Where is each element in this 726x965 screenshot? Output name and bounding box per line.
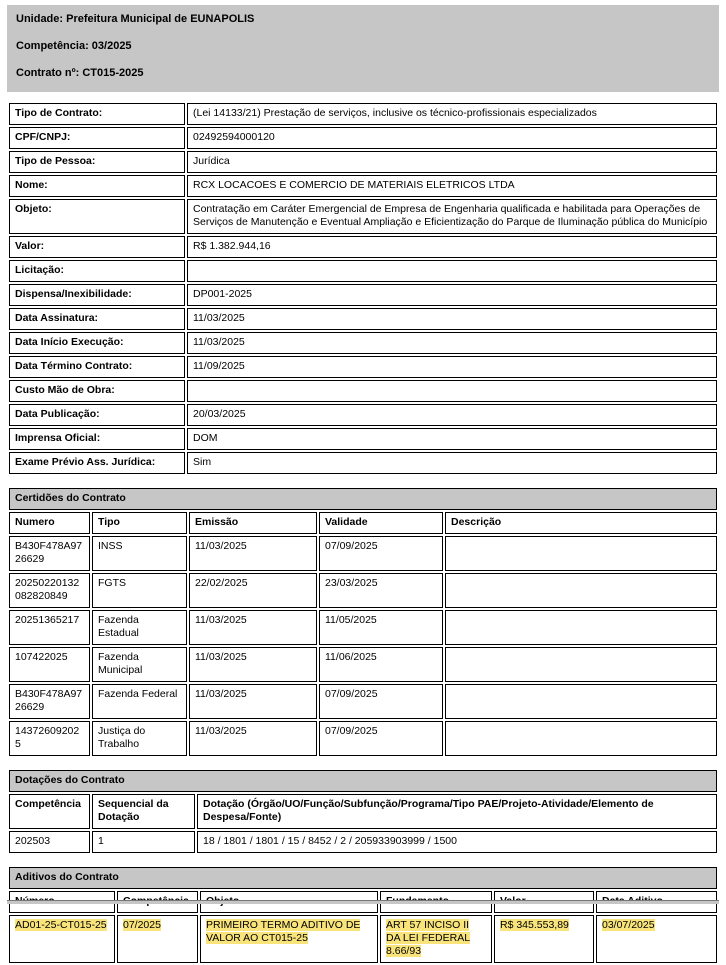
column-header: Sequencial da Dotação (92, 794, 195, 829)
cell-competencia (117, 915, 198, 963)
field-value: 20/03/2025 (187, 404, 717, 426)
cell-descricao (445, 721, 717, 756)
table-row (9, 536, 717, 571)
field-value: Sim (187, 452, 717, 474)
column-header: Dotação (Órgão/UO/Função/Subfunção/Programa/Tipo PAE/Projeto-Atividade/Elemento de Despesa/Fonte) (197, 794, 717, 829)
cell-descricao (445, 610, 717, 645)
cell-tipo: FGTS (92, 573, 187, 608)
highlighted-text: 03/07/2025 (602, 919, 655, 931)
cell-tipo: Fazenda Estadual (92, 610, 187, 645)
cell-numero: 20251365217 (9, 610, 90, 645)
table-row (9, 127, 717, 149)
field-value: 11/09/2025 (187, 356, 717, 378)
cell-emissao: 11/03/2025 (189, 647, 317, 682)
cell-validade: 07/09/2025 (319, 721, 443, 756)
field-label: Custo Mão de Obra: (9, 380, 185, 402)
report-header (7, 5, 719, 92)
table-header-row (9, 794, 717, 829)
table-row (9, 199, 717, 234)
field-value: 11/03/2025 (187, 332, 717, 354)
certidoes-section-title: Certidões do Contrato (9, 488, 717, 510)
field-label: Objeto: (9, 199, 185, 234)
table-row (9, 356, 717, 378)
aditivos-table (7, 865, 719, 965)
column-header: Competência (9, 794, 90, 829)
table-row (9, 175, 717, 197)
cell-descricao (445, 573, 717, 608)
cell-validade: 11/06/2025 (319, 647, 443, 682)
highlighted-text: PRIMEIRO TERMO ADITIVO DE VALOR AO CT015-25 (206, 919, 361, 944)
cell-valor (494, 915, 594, 963)
column-header: Descrição (445, 512, 717, 534)
field-value: 02492594000120 (187, 127, 717, 149)
field-label: Valor: (9, 236, 185, 258)
field-label: CPF/CNPJ: (9, 127, 185, 149)
column-header: Numero (9, 512, 90, 534)
cell-emissao: 11/03/2025 (189, 610, 317, 645)
cell-numero: B430F478A9726629 (9, 536, 90, 571)
highlighted-text: ART 57 INCISO II DA LEI FEDERAL 8.66/93 (386, 919, 471, 957)
field-label: Imprensa Oficial: (9, 428, 185, 450)
cell-tipo: INSS (92, 536, 187, 571)
table-row (9, 260, 717, 282)
table-row (9, 103, 717, 125)
cell-validade: 07/09/2025 (319, 684, 443, 719)
cell-tipo: Fazenda Municipal (92, 647, 187, 682)
table-row (9, 831, 717, 853)
table-row (9, 308, 717, 330)
field-label: Licitação: (9, 260, 185, 282)
certidoes-table (7, 486, 719, 758)
unidade-line: Unidade: Prefeitura Municipal de EUNAPOLIS (16, 13, 255, 25)
field-label: Data Publicação: (9, 404, 185, 426)
table-row (9, 151, 717, 173)
field-value: DP001-2025 (187, 284, 717, 306)
field-value: 11/03/2025 (187, 308, 717, 330)
table-row (9, 284, 717, 306)
table-row (9, 770, 717, 792)
cell-data-aditivo (596, 915, 717, 963)
table-row (9, 684, 717, 719)
column-header: Validade (319, 512, 443, 534)
table-row (9, 573, 717, 608)
contrato-line: Contrato nº: CT015-2025 (16, 67, 144, 79)
table-row (9, 236, 717, 258)
field-value: RCX LOCACOES E COMERCIO DE MATERIAIS ELETRICOS LTDA (187, 175, 717, 197)
cell-competencia: 202503 (9, 831, 90, 853)
cell-emissao: 11/03/2025 (189, 684, 317, 719)
competencia-line: Competência: 03/2025 (16, 40, 132, 52)
cell-numero: B430F478A9726629 (9, 684, 90, 719)
table-row (9, 380, 717, 402)
cell-validade: 11/05/2025 (319, 610, 443, 645)
cell-emissao: 22/02/2025 (189, 573, 317, 608)
cell-descricao (445, 647, 717, 682)
cell-emissao: 11/03/2025 (189, 536, 317, 571)
table-header-row (9, 512, 717, 534)
field-value: (Lei 14133/21) Prestação de serviços, inclusive os técnico-profissionais especializados (187, 103, 717, 125)
cell-numero: 20250220132082820849 (9, 573, 90, 608)
table-row (9, 721, 717, 756)
table-row (9, 332, 717, 354)
field-label: Data Início Execução: (9, 332, 185, 354)
cell-validade: 23/03/2025 (319, 573, 443, 608)
field-label: Tipo de Contrato: (9, 103, 185, 125)
cell-numero: 143726092025 (9, 721, 90, 756)
highlighted-text: R$ 345.553,89 (500, 919, 569, 931)
table-row (9, 452, 717, 474)
table-row (9, 647, 717, 682)
field-value: Jurídica (187, 151, 717, 173)
cell-validade: 07/09/2025 (319, 536, 443, 571)
aditivos-section-title: Aditivos do Contrato (9, 867, 717, 889)
column-header: Emissão (189, 512, 317, 534)
field-value: DOM (187, 428, 717, 450)
cell-descricao (445, 684, 717, 719)
field-label: Tipo de Pessoa: (9, 151, 185, 173)
cell-tipo: Justiça do Trabalho (92, 721, 187, 756)
highlighted-text: AD01-25-CT015-25 (15, 919, 107, 931)
cell-numero (9, 915, 115, 963)
field-label: Data Término Contrato: (9, 356, 185, 378)
field-value (187, 260, 717, 282)
cell-dotacao: 18 / 1801 / 1801 / 15 / 8452 / 2 / 205933903999 / 1500 (197, 831, 717, 853)
cell-sequencial: 1 (92, 831, 195, 853)
cell-numero: 107422025 (9, 647, 90, 682)
field-value: Contratação em Caráter Emergencial de Empresa de Engenharia qualificada e habilitada para Operações de Serviços de Manutenção e Eventual Ampliação e Eficientização do Parque de Iluminação pública do Município (187, 199, 717, 234)
table-row (9, 428, 717, 450)
field-label: Exame Prévio Ass. Jurídica: (9, 452, 185, 474)
field-label: Data Assinatura: (9, 308, 185, 330)
cell-tipo: Fazenda Federal (92, 684, 187, 719)
table-row (9, 867, 717, 889)
cell-objeto (200, 915, 378, 963)
cell-emissao: 11/03/2025 (189, 721, 317, 756)
table-row (9, 915, 717, 963)
dotacoes-table (7, 768, 719, 855)
cell-descricao (445, 536, 717, 571)
contract-details-table (7, 101, 719, 476)
cell-fundamento (380, 915, 492, 963)
table-row (9, 404, 717, 426)
highlighted-text: 07/2025 (123, 919, 161, 931)
field-label: Dispensa/Inexibilidade: (9, 284, 185, 306)
field-label: Nome: (9, 175, 185, 197)
dotacoes-section-title: Dotações do Contrato (9, 770, 717, 792)
field-value (187, 380, 717, 402)
field-value: R$ 1.382.944,16 (187, 236, 717, 258)
column-header: Tipo (92, 512, 187, 534)
table-row (9, 610, 717, 645)
next-section-edge (7, 900, 719, 904)
table-row (9, 488, 717, 510)
